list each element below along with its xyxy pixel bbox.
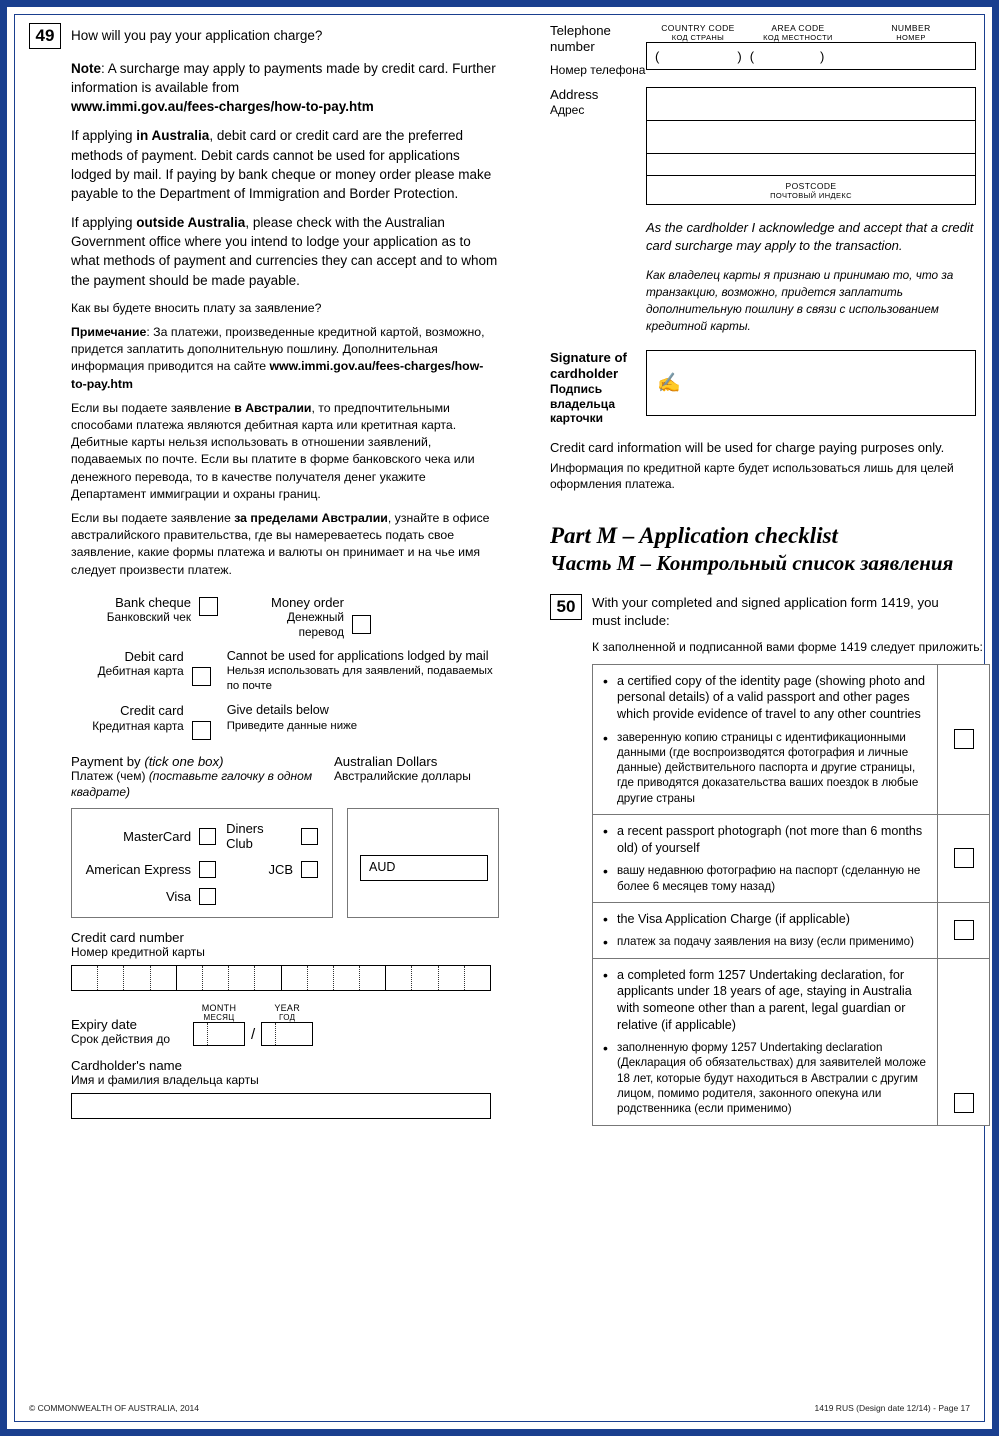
part-m-heading	[550, 523, 990, 576]
footer-form-reference: 1419 RUS (Design date 12/14) - Page 17	[814, 1403, 970, 1413]
right-column	[550, 23, 990, 1126]
aud-amount-field[interactable]: AUD	[360, 855, 488, 881]
in-australia-bold: in Australia	[136, 128, 210, 144]
american-express-label: American Express	[85, 862, 192, 878]
card-row-1	[82, 821, 318, 851]
money-order-label-en: Money order	[271, 594, 344, 610]
checklist-item-ru: • вашу недавнюю фотографию на паспорт (сделанную не более 6 месяцев тому назад)	[601, 863, 931, 894]
payment-by-label	[71, 754, 326, 769]
checklist-item-en: • a recent passport photograph (not more than 6 months old) of yourself	[601, 823, 931, 856]
address-label	[550, 87, 646, 117]
part-m-title-en: Part M – Application checklist	[550, 523, 838, 549]
telephone-fields	[646, 23, 976, 70]
note-label: Note	[71, 61, 101, 76]
credit-card-label-ru: Кредитная карта	[92, 718, 184, 733]
country-code-header	[646, 23, 750, 42]
area-code-header	[750, 23, 846, 42]
checklist-item-body	[593, 959, 937, 1125]
expiry-year-field[interactable]	[261, 1022, 313, 1046]
diners-club-option[interactable]	[226, 821, 318, 851]
checklist-item-en: • the Visa Application Charge (if applicable)	[601, 911, 931, 928]
telephone-close-paren-1: )	[737, 48, 742, 64]
part-m-title-ru: Часть M – Контрольный список заявления	[550, 551, 954, 576]
russian-outside-australia-post: , узнайте в офисе австралийского правительства, где вы намереваетесь подать свое заявление, какие формы платежа и валюты он принимает и на чье имя следует произвести платеж.	[71, 510, 490, 577]
russian-in-australia-post: , то предпочтительными способами платежа являются дебитная карта или кретитная карта. Дебитные карты нельзя использовать в отношении заявлений, подаваемых по почте. Если вы платите в форме банковского чека или денежного перевода, то в качестве получателя денег укажите Департамент иммиграции и охраны границ.	[71, 400, 475, 501]
question-50-text-en: With your completed and signed application form 1419, you must include:	[592, 595, 939, 628]
area-code-header-en: AREA CODE	[771, 23, 825, 33]
bank-cheque-label	[71, 595, 191, 625]
debit-card-label-ru: Дебитная карта	[97, 664, 184, 679]
credit-card-label	[71, 703, 184, 733]
checklist-item-body	[593, 665, 937, 814]
australian-dollars-label-en: Australian Dollars	[334, 753, 438, 769]
expiry-month-label-en: MONTH	[201, 1003, 237, 1014]
card-type-and-amount	[71, 808, 499, 918]
credit-card-note-en: Give details below	[226, 702, 329, 717]
telephone-field-headers	[646, 23, 976, 42]
expiry-date-section	[71, 1003, 499, 1046]
credit-card-note-ru: Приведите данные ниже	[226, 719, 358, 732]
signature-label-ru: Подпись владельца карточки	[550, 382, 616, 425]
checklist-checkbox[interactable]	[954, 1093, 974, 1113]
payment-by-section	[71, 754, 499, 918]
address-line-1[interactable]	[647, 88, 975, 121]
visa-label: Visa	[166, 889, 192, 905]
ccn-cell[interactable]	[98, 966, 124, 990]
telephone-input[interactable]	[646, 42, 976, 70]
russian-note	[71, 324, 499, 393]
russian-in-australia-bold: в Австралии	[234, 400, 312, 415]
debit-card-note-en: Cannot be used for applications lodged by mail	[226, 648, 489, 663]
telephone-close-paren-2: )	[820, 48, 825, 64]
ccn-cell[interactable]	[334, 966, 360, 990]
card-row-2	[82, 861, 318, 878]
expiry-year-label-ru: ГОД	[279, 1013, 296, 1023]
left-column	[29, 23, 499, 1119]
checklist-checkbox-cell[interactable]	[937, 665, 989, 814]
payment-by-label-en: Payment by	[71, 753, 141, 769]
signature-label	[550, 350, 646, 425]
american-express-option[interactable]	[82, 861, 216, 878]
payment-by-label-ru-wrap	[71, 769, 326, 800]
ccn-cell[interactable]	[124, 966, 150, 990]
address-section	[550, 87, 990, 205]
expiry-month-label-ru: МЕСЯЦ	[203, 1013, 235, 1023]
debit-card-note	[227, 649, 499, 693]
application-checklist	[592, 664, 990, 1126]
checklist-item-body	[593, 815, 937, 902]
country-code-header-en: COUNTRY CODE	[661, 23, 735, 33]
russian-outside-australia-pre: Если вы подаете заявление	[71, 510, 235, 525]
card-row-3	[82, 888, 318, 905]
ccn-cell[interactable]	[229, 966, 255, 990]
ccn-cell[interactable]	[386, 966, 412, 990]
question-49-russian-body	[71, 300, 499, 579]
payment-by-hint-ru: (поставьте галочку в одном квадрате)	[71, 768, 313, 799]
russian-in-australia	[71, 400, 499, 503]
mastercard-option[interactable]	[82, 828, 216, 845]
checklist-checkbox[interactable]	[954, 920, 974, 940]
russian-note-label: Примечание	[71, 324, 147, 339]
jcb-label: JCB	[268, 862, 293, 878]
in-australia-pre: If applying	[71, 128, 137, 144]
credit-card-number-field[interactable]	[71, 965, 491, 991]
outside-australia-pre: If applying	[71, 215, 137, 231]
page-footer	[29, 1403, 970, 1413]
payment-method-options	[71, 595, 499, 740]
ccn-cell[interactable]	[282, 966, 308, 990]
address-line-3[interactable]	[647, 154, 975, 176]
expiry-separator: /	[251, 1026, 256, 1044]
debit-card-note-ru: Нельзя использовать для заявлений, подаваемых по почте	[226, 665, 493, 692]
checklist-checkbox-cell[interactable]	[937, 959, 989, 1125]
expiry-date-fields	[193, 1003, 313, 1046]
russian-note-text: : За платежи, произведенные кредитной картой, возможно, придется заплатить дополнительную пошлину. Дополнительная информация приводится на сайте	[71, 324, 485, 374]
telephone-label	[550, 23, 646, 77]
cardholder-name-field[interactable]	[71, 1093, 491, 1119]
credit-card-number-label-ru: Номер кредитной карты	[71, 945, 205, 960]
credit-card-checkbox[interactable]	[192, 721, 211, 740]
footer-copyright: © COMMONWEALTH OF AUSTRALIA, 2014	[29, 1403, 199, 1413]
signature-field[interactable]	[646, 350, 976, 416]
cardholder-name-label-en: Cardholder's name	[71, 1058, 183, 1074]
payment-by-label-ru: Платеж (чем)	[71, 768, 146, 783]
russian-outside-australia	[71, 510, 499, 579]
telephone-section	[550, 23, 990, 77]
russian-how-to-pay-url: www.immi.gov.au/fees-charges/how-to-pay.htm	[71, 359, 484, 391]
question-49-english-body	[71, 59, 499, 290]
money-order-label	[240, 595, 344, 639]
number-header-en: NUMBER	[891, 23, 931, 33]
question-49-number: 49	[29, 23, 61, 49]
signature-label-en: Signature of cardholder	[550, 350, 627, 382]
money-order-label-ru: Денежный перевод	[287, 610, 344, 639]
checklist-item-ru: • заполненную форму 1257 Undertaking declaration (Декларация об обязательствах) для заявителей моложе 18 лет, которые будут находиться в Австралии с другим лицом, помимо родителя, законного опекуна или родственника (если применимо)	[601, 1040, 931, 1116]
outside-australia-post: , please check with the Australian Government office where you intend to lodge your application as to what methods of payment and currencies they can accept and to whom the payment should be made payable.	[71, 215, 498, 288]
address-line-2[interactable]	[647, 121, 975, 154]
debit-card-row	[71, 649, 499, 693]
credit-card-number-label-en: Credit card number	[71, 930, 184, 946]
question-49-text: How will you pay your application charge?	[71, 28, 323, 43]
expiry-date-label	[71, 1017, 193, 1046]
acknowledgement-en: As the cardholder I acknowledge and accept that a credit card surcharge may apply to the transaction.	[646, 220, 974, 254]
telephone-label-ru: Номер телефона	[550, 62, 646, 77]
diners-club-checkbox[interactable]	[301, 828, 318, 845]
visa-checkbox[interactable]	[199, 888, 216, 905]
australian-dollars-label-ru: Австралийские доллары	[334, 768, 471, 783]
telephone-open-paren-2: (	[749, 48, 755, 64]
russian-question: Как вы будете вносить плату за заявление?	[71, 300, 322, 315]
russian-outside-australia-bold: за пределами Австралии	[234, 510, 388, 525]
checklist-item	[593, 903, 989, 959]
telephone-open-paren-1: (	[655, 48, 660, 64]
address-input[interactable]	[646, 87, 976, 205]
expiry-year-label-en: YEAR	[274, 1003, 301, 1014]
money-order-checkbox[interactable]	[352, 615, 371, 634]
checklist-checkbox-cell[interactable]	[937, 903, 989, 958]
area-code-header-ru: КОД МЕСТНОСТИ	[763, 33, 833, 42]
checklist-item	[593, 959, 989, 1125]
note-paragraph	[71, 59, 499, 116]
checklist-item-ru: • заверенную копию страницы с идентификационными данными (где воспроизводятся фотография и личные данные) действительного паспорта и другие страницы, где приводятся доказательства ваших поездок в любые другие страны	[601, 730, 931, 806]
checklist-item-body	[593, 903, 937, 958]
debit-card-label-en: Debit card	[124, 648, 184, 664]
credit-card-usage-note-ru: Информация по кредитной карте будет использоваться лишь для целей оформления платежа.	[550, 460, 954, 492]
postcode-area[interactable]	[647, 176, 975, 204]
amount-box	[347, 808, 499, 918]
credit-card-number-section	[71, 930, 499, 991]
expiry-year	[261, 1003, 313, 1046]
credit-card-label-en: Credit card	[120, 702, 184, 718]
how-to-pay-url: www.immi.gov.au/fees-charges/how-to-pay.htm	[71, 99, 374, 115]
checklist-item-en: • a certified copy of the identity page (showing photo and personal details) of a valid passport and other pages which provide evidence of travel to any other countries	[601, 673, 931, 723]
ccn-cell[interactable]	[177, 966, 203, 990]
checklist-checkbox[interactable]	[954, 848, 974, 868]
expiry-date-label-en: Expiry date	[71, 1017, 137, 1033]
jcb-checkbox[interactable]	[301, 861, 318, 878]
expiry-month-field[interactable]	[193, 1022, 245, 1046]
in-australia-post: , debit card or credit card are the preferred methods of payment. Debit cards cannot be used for applications lodged by mail. If paying by bank cheque or money order please make payable to the Department of Immigration and Border Protection.	[71, 128, 492, 201]
payment-by-hint-en: (tick one box)	[144, 753, 224, 769]
bank-cheque-row	[71, 595, 499, 639]
address-label-ru: Адрес	[550, 102, 585, 117]
question-50-text-ru: К заполненной и подписанной вами форме 1419 следует приложить:	[592, 639, 983, 654]
bank-cheque-label-ru: Банковский чек	[106, 610, 191, 625]
credit-card-note	[227, 703, 499, 733]
ccn-cell[interactable]	[151, 966, 177, 990]
number-header-ru: НОМЕР	[896, 33, 926, 42]
expiry-month	[193, 1003, 245, 1046]
ccn-cell[interactable]	[360, 966, 386, 990]
bank-cheque-label-en: Bank cheque	[115, 594, 191, 610]
question-50-number: 50	[550, 594, 582, 620]
checklist-checkbox-cell[interactable]	[937, 815, 989, 902]
country-code-header-ru: КОД СТРАНЫ	[671, 33, 725, 42]
expiry-date-label-ru: Срок действия до	[71, 1032, 171, 1047]
russian-in-australia-pre: Если вы подаете заявление	[71, 400, 235, 415]
address-label-en: Address	[550, 87, 599, 103]
visa-option[interactable]	[82, 888, 216, 905]
mastercard-checkbox[interactable]	[199, 828, 216, 845]
mastercard-label: MasterCard	[123, 828, 192, 844]
number-header	[846, 23, 976, 42]
outside-australia-paragraph	[71, 213, 499, 290]
jcb-option[interactable]	[226, 861, 318, 878]
ccn-cell[interactable]	[255, 966, 281, 990]
diners-club-label: Diners Club	[226, 821, 264, 852]
ccn-cell[interactable]	[465, 966, 490, 990]
credit-card-row	[71, 703, 499, 740]
postcode-label-en: POSTCODE	[785, 180, 837, 191]
telephone-label-en: Telephone number	[550, 23, 611, 54]
in-australia-paragraph	[71, 126, 499, 203]
signature-hand-icon: ✍	[657, 373, 681, 395]
ccn-cell[interactable]	[412, 966, 438, 990]
debit-card-checkbox[interactable]	[192, 667, 211, 686]
postcode-label-ru: ПОЧТОВЫЙ ИНДЕКС	[770, 190, 852, 200]
ccn-cell[interactable]	[72, 966, 98, 990]
bank-cheque-checkbox[interactable]	[199, 597, 218, 616]
page-inner-border	[14, 14, 985, 1422]
american-express-checkbox[interactable]	[199, 861, 216, 878]
cardholder-name-section	[71, 1058, 499, 1119]
checklist-item-en: • a completed form 1257 Undertaking declaration, for applicants under 18 years of age, staying in Australia with someone other than a parent, legal guardian or relative (if applicable)	[601, 967, 931, 1033]
ccn-cell[interactable]	[439, 966, 465, 990]
acknowledgement-ru: Как владелец карты я признаю и принимаю то, что за транзакцию, возможно, придется заплатить дополнительную пошлину в связи с использованием кредитной карты.	[646, 268, 954, 333]
outside-australia-bold: outside Australia	[136, 215, 246, 231]
credit-card-usage-note-en: Credit card information will be used for charge paying purposes only.	[550, 440, 945, 456]
card-type-box	[71, 808, 333, 918]
ccn-cell[interactable]	[203, 966, 229, 990]
checklist-checkbox[interactable]	[954, 729, 974, 749]
ccn-cell[interactable]	[308, 966, 334, 990]
cardholder-name-label-ru: Имя и фамилия владельца карты	[71, 1073, 259, 1088]
question-50	[550, 594, 990, 630]
note-text: : A surcharge may apply to payments made by credit card. Further information is available from	[71, 61, 496, 96]
checklist-item	[593, 815, 989, 903]
checklist-item	[593, 665, 989, 815]
question-49	[29, 23, 499, 49]
debit-card-label	[71, 649, 184, 679]
checklist-item-ru: • платеж за подачу заявления на визу (если применимо)	[601, 934, 931, 949]
signature-section	[550, 350, 990, 425]
